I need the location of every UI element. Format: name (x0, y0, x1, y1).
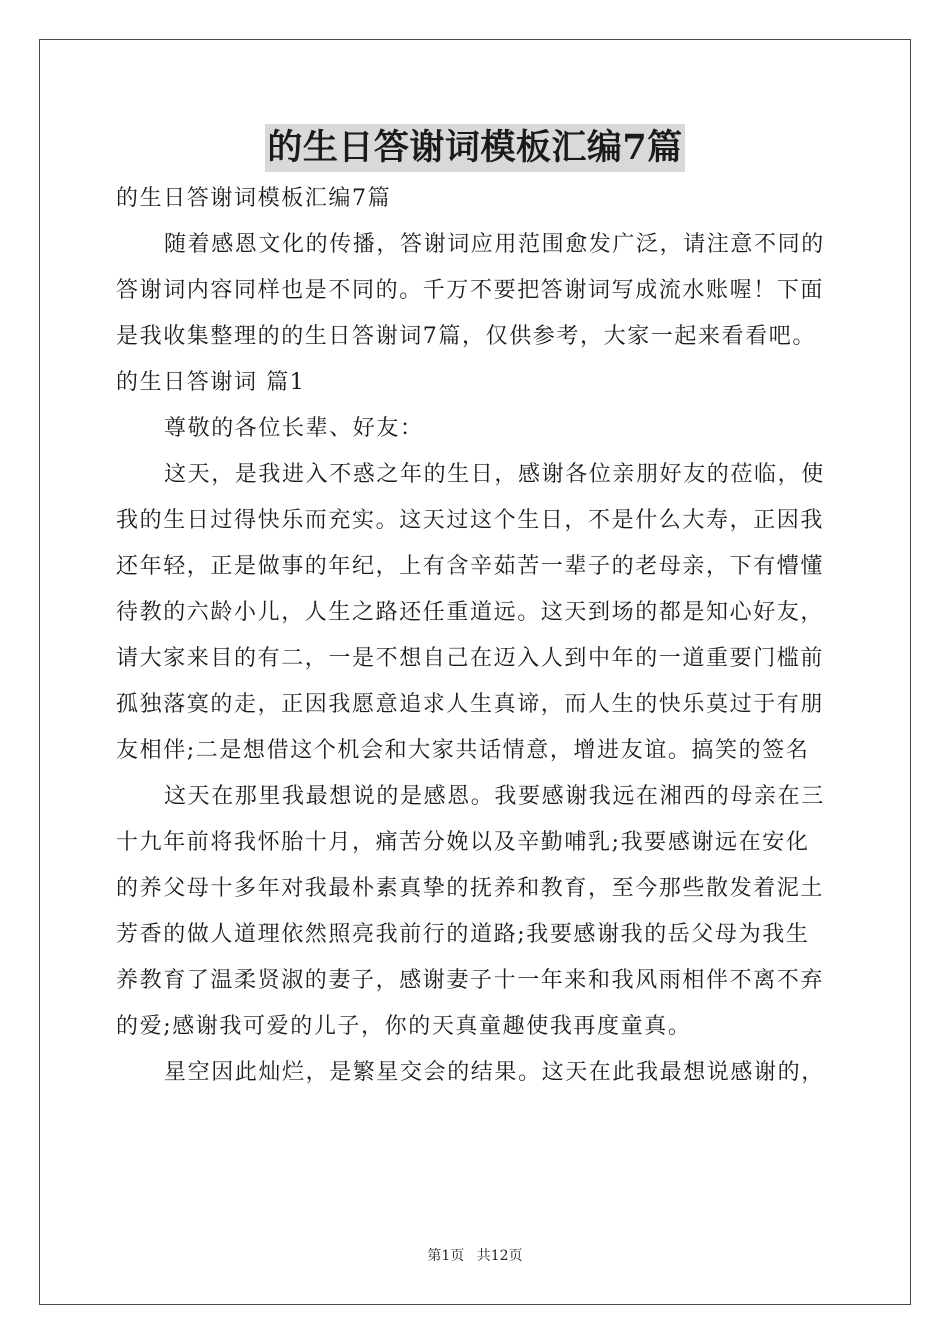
document-subtitle: 的生日答谢词模板汇编7篇 (116, 186, 392, 211)
body-text-line: 这天，是我进入不惑之年的生日，感谢各位亲朋好友的莅临，使 (164, 462, 825, 487)
body-text-line: 待教的六龄小儿，人生之路还任重道远。这天到场的都是知心好友， (116, 600, 825, 625)
page-number: 第1页 (427, 1248, 465, 1264)
body-text-line: 星空因此灿烂，是繁星交会的结果。这天在此我最想说感谢的， (164, 1060, 825, 1085)
body-text-line: 请大家来目的有二，一是不想自己在迈入人到中年的一道重要门槛前 (116, 646, 825, 671)
body-text-line: 尊敬的各位长辈、好友： (164, 416, 424, 441)
document-title: 的生日答谢词模板汇编7篇 (265, 124, 684, 172)
document-body (116, 176, 836, 1096)
body-text-line: 的生日答谢词 篇1 (116, 370, 306, 395)
body-text-line: 是我收集整理的的生日答谢词7篇，仅供参考，大家一起来看看吧。 (116, 324, 816, 349)
body-text-line: 芳香的做人道理依然照亮我前行的道路;我要感谢我的岳父母为我生 (116, 922, 810, 947)
body-text-line: 的爱;感谢我可爱的儿子，你的天真童趣使我再度童真。 (116, 1014, 692, 1039)
body-text-line: 的养父母十多年对我最朴素真挚的抚养和教育，至今那些散发着泥土 (116, 876, 825, 901)
body-text-line: 友相伴;二是想借这个机会和大家共话情意，增进友谊。搞笑的签名 (116, 738, 810, 763)
body-text-line: 我的生日过得快乐而充实。这天过这个生日，不是什么大寿，正因我 (116, 508, 825, 533)
body-text-line: 还年轻，正是做事的年纪，上有含辛茹苦一辈子的老母亲，下有懵懂 (116, 554, 825, 579)
body-text-line: 养教育了温柔贤淑的妻子，感谢妻子十一年来和我风雨相伴不离不弃 (116, 968, 825, 993)
body-text-line: 十九年前将我怀胎十月，痛苦分娩以及辛勤哺乳;我要感谢远在安化 (116, 830, 810, 855)
body-text-line: 这天在那里我最想说的是感恩。我要感谢我远在湘西的母亲在三 (164, 784, 825, 809)
body-text-line: 随着感恩文化的传播，答谢词应用范围愈发广泛，请注意不同的 (164, 232, 825, 257)
page-total: 共12页 (476, 1248, 523, 1264)
page-footer (0, 1246, 950, 1266)
body-text-line: 答谢词内容同样也是不同的。千万不要把答谢词写成流水账喔！下面 (116, 278, 825, 303)
body-text-line: 孤独落寞的走，正因我愿意追求人生真谛，而人生的快乐莫过于有朋 (116, 692, 825, 717)
title-area (0, 124, 950, 172)
